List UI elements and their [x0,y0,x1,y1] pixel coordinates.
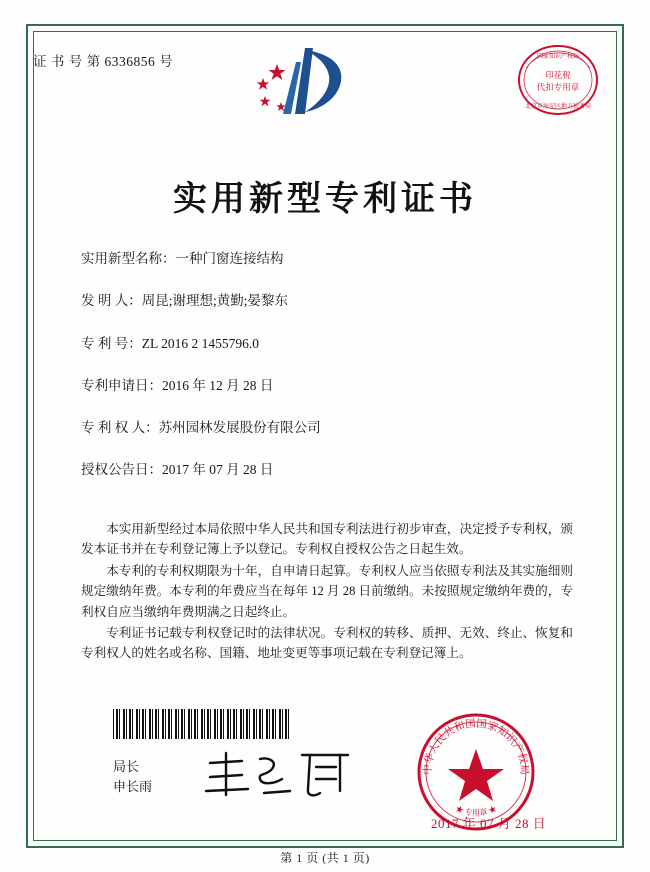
seal-date: 2017 年 07 月 28 日 [431,816,547,831]
handwritten-signature-icon [198,749,358,801]
field-value: 2017 年 07 月 28 日 [162,462,274,478]
director-title-label: 局长 [113,759,140,774]
field-row-patent-number [81,334,581,354]
svg-text:中华人民共和国国家知识产权局: 中华人民共和国国家知识产权局 [422,718,530,776]
svg-text:印花税: 印花税 [545,70,571,80]
barcode [113,709,289,739]
field-value: 2016 年 12 月 28 日 [162,377,274,393]
field-label: 授权公告日： [81,462,162,478]
body-paragraph-1: 本实用新型经过本局依照中华人民共和国专利法进行初步审查，决定授予专利权，颁发本证书并在专利登记簿上予以登记。专利权自授权公告之日起生效。 [81,522,573,557]
svg-text:★ 专用章 ★: ★ 专用章 ★ [454,804,498,818]
svg-text:代扣专用章: 代扣专用章 [536,82,580,92]
page-footer: 第 1 页 (共 1 页) [280,851,370,865]
field-row-application-date [81,376,581,396]
field-row-grant-date [81,460,581,480]
field-value: 一种门窗连接结构 [175,251,284,266]
page-title: 实用新型专利证书 [173,181,477,218]
svg-text:北京市海淀区地方税务局: 北京市海淀区地方税务局 [524,104,592,110]
body-paragraph-2: 本专利的专利权期限为十年，自申请日起算。专利权人应当依照专利法及其实施细则规定缴纳年费。本专利的年费应当在每年 12 月 28 日前缴纳。未按照规定缴纳年费的，专利权自应当缴纳年费期满之日起终止。 [81,563,573,619]
field-label: 专 利 权 人： [81,420,159,435]
field-list [81,249,581,503]
field-row-patentee [81,418,581,438]
certificate-content [33,31,617,865]
field-value: 周昆;谢理想;黄勤;晏黎东 [141,293,289,309]
certificate-number: 证 书 号 第 6336856 号 [33,54,174,69]
director-name: 申长雨 [113,779,153,795]
field-label: 专利申请日： [81,377,162,393]
field-row-inventor [81,291,581,311]
field-row-name [81,249,581,269]
body-paragraph-3: 专利证书记载专利权登记时的法律状况。专利权的转移、质押、无效、终止、恢复和专利权人的姓名或名称、国籍、地址变更等事项记载在专利登记簿上。 [81,625,573,661]
field-value: ZL 2016 2 1455796.0 [141,335,259,351]
field-label: 实用新型名称： [81,251,176,266]
director-block [113,757,152,797]
field-label: 发 明 人： [81,293,142,309]
svg-text:国家知识产权局: 国家知识产权局 [536,54,580,60]
legal-body-text [81,519,573,665]
field-value: 苏州园林发展股份有限公司 [158,420,321,435]
field-label: 专 利 号： [81,335,142,351]
